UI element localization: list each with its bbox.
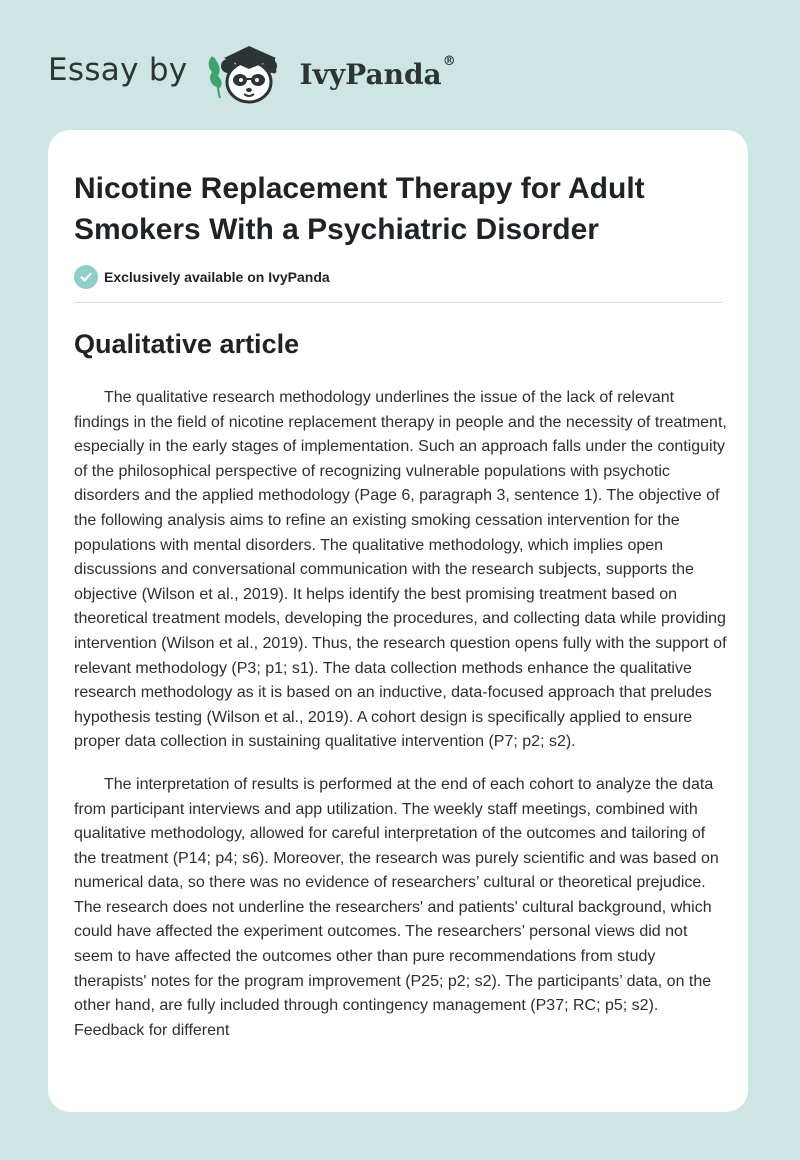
article-card — [48, 130, 748, 1112]
brand-header[interactable] — [48, 36, 456, 108]
exclusive-badge — [74, 264, 330, 290]
article-title: Nicotine Replacement Therapy for Adult Smokers With a Psychiatric Disorder — [74, 172, 645, 246]
brand-name-text: IvyPanda — [299, 57, 442, 91]
brand-prefix: Essay by — [48, 52, 188, 88]
brand-name — [299, 53, 456, 91]
section-heading: Qualitative article — [74, 329, 300, 359]
panda-graduate-icon — [200, 36, 296, 108]
exclusive-label: Exclusively available on IvyPanda — [104, 269, 330, 285]
paragraph: The interpretation of results is performed at the end of each cohort to analyze the data from participant interviews and app utilization. The weekly staff meetings, combined with qualitative methodology, allowed for careful interpretation of the outcomes and tailoring of the treatment (P14; p4; s6). Moreover, the research was purely scientific and was based on numerical data, so there was no evidence of researchers’ cultural or theoretical prejudice. The research does not underline the researchers' and patients' cultural background, which could have affected the experiment outcomes. The researchers’ personal views did not seem to have affected the outcomes other than pure recommendations from study therapists' notes for the program improvement (P25; p2; s2). The participants’ data, on the other hand, are fully included through contingency management (P37; RC; p5; s2). Feedback for different — [74, 775, 719, 1039]
divider — [74, 302, 722, 303]
check-circle-icon — [74, 265, 98, 289]
paragraph: The qualitative research methodology underlines the issue of the lack of relevant findings in the field of nicotine replacement therapy in people and the necessity of treatment, especially in the early stages of implementation. Such an approach falls under the contiguity of the philosophical perspective of recognizing vulnerable populations with psychotic disorders and the applied methodology (Page 6, paragraph 3, sentence 1). The objective of the following analysis aims to refine an existing smoking cessation intervention for the populations with mental disorders. The qualitative methodology, which implies open discussions and conversational communication with the research subjects, supports the objective (Wilson et al., 2019). It helps identify the best promising treatment based on theoretical treatment models, developing the procedures, and collecting data while providing intervention (Wilson et al., 2019). Thus, the research question opens fully with the support of relevant methodology (P3; p1; s1). The data collection methods enhance the qualitative research methodology as it is based on an inductive, data-focused approach that preludes hypothesis testing (Wilson et al., 2019). A cohort design is specifically applied to ensure proper data collection in sustaining qualitative intervention (P7; p2; s2). — [74, 389, 727, 751]
registered-mark: ® — [442, 53, 456, 69]
article-body — [74, 386, 728, 1061]
